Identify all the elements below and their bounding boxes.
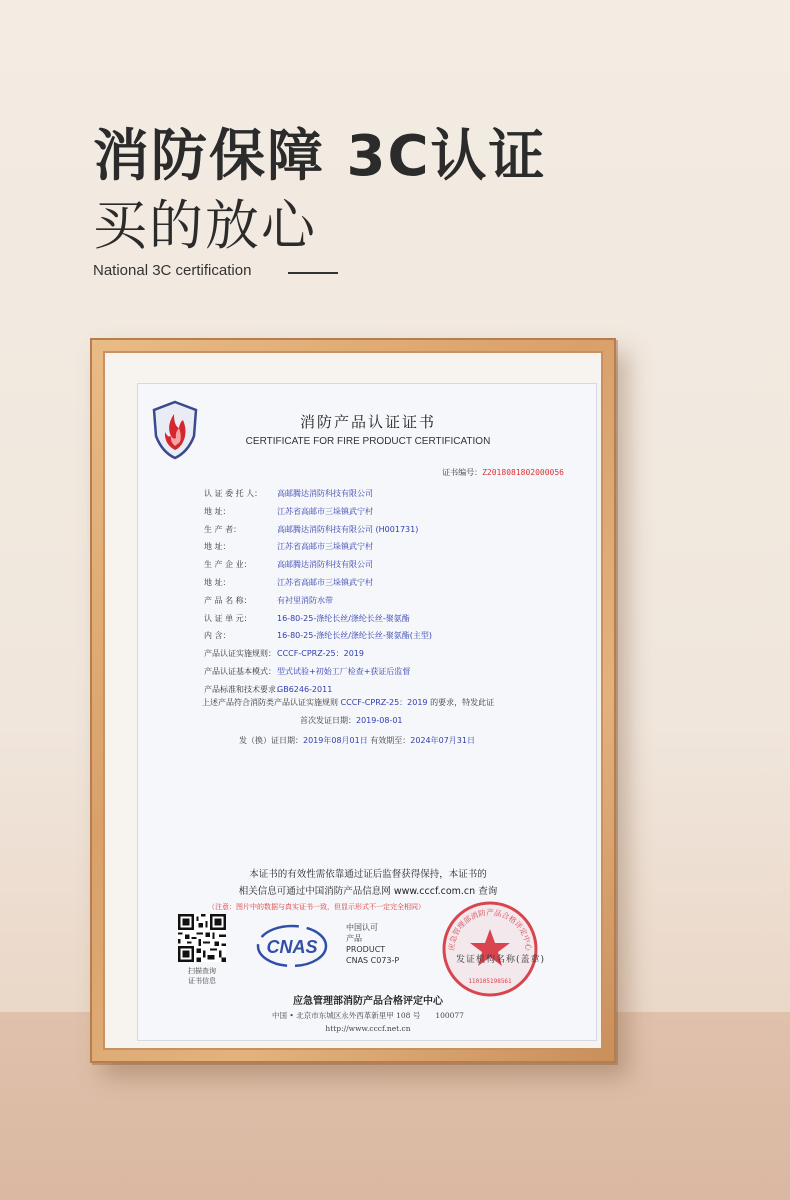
issuer-signature-label: 发证机构名称(盖章) <box>456 955 546 965</box>
issue-date: 2019年08月01日 <box>303 736 368 745</box>
valid-label: 有效期至： <box>370 736 411 745</box>
field-label: 认 证 委 托 人： <box>204 489 263 498</box>
certificate-title: 消防产品认证证书 <box>299 413 436 431</box>
issue-label: 发（换）证日期： <box>239 736 303 745</box>
field-value: 江苏省高邮市三垛镇武宁村 <box>277 542 373 552</box>
footer-organization: 应急管理部消防产品合格评定中心 <box>293 996 443 1007</box>
cnas-accreditation-text <box>346 922 399 966</box>
field-row <box>204 645 574 663</box>
field-label: 地 址： <box>204 506 231 516</box>
cnas-logo-icon <box>254 920 330 972</box>
field-row <box>204 485 574 503</box>
statement-rule: CCCF-CPRZ-25：2019 <box>340 698 428 707</box>
field-label: 产品标准和技术要求： <box>204 684 284 694</box>
decorative-underline <box>288 272 338 274</box>
field-value: CCCF-CPRZ-25：2019 <box>277 649 364 659</box>
footer-url-link[interactable]: http://www.cccf.net.cn <box>325 1024 411 1033</box>
certificate-number-label: 证书编号： <box>442 468 483 477</box>
valid-date: 2024年07月31日 <box>410 736 475 745</box>
footer-address: 中国 • 北京市东城区永外西革新里甲 108 号 100077 <box>272 1011 464 1020</box>
cnas-line: CNAS C073-P <box>346 956 400 965</box>
cnas-line: 产品 <box>346 934 362 943</box>
official-red-seal-icon <box>440 899 540 999</box>
qr-caption-line-1: 扫描查询 <box>188 967 216 975</box>
field-value: 江苏省高邮市三垛镇武宁村 <box>277 577 373 587</box>
field-row <box>204 574 574 592</box>
field-label: 地 址： <box>204 577 231 587</box>
field-label: 产品认证基本模式： <box>204 666 276 676</box>
validity-note-line-2: 相关信息可通过中国消防产品信息网 www.cccf.com.cn 查询 <box>238 886 498 897</box>
seal-code: 110105198561 <box>468 978 512 985</box>
first-issue-label: 首次发证日期： <box>300 716 356 725</box>
hero-subtitle: 买的放心 <box>93 194 317 257</box>
field-row <box>204 592 574 610</box>
first-issue-date-row <box>300 715 403 726</box>
field-row <box>204 538 574 556</box>
frame-mat <box>103 351 603 1050</box>
field-value: 高邮腾达消防科技有限公司 <box>277 489 373 498</box>
field-value: 江苏省高邮市三垛镇武宁村 <box>277 506 373 516</box>
certificate-number <box>442 467 564 478</box>
field-value: 16-80-25-涤纶长丝/涤纶长丝-聚氨酯(主型) <box>277 631 433 641</box>
field-value: 16-80-25-涤纶长丝/涤纶长丝-聚氨酯 <box>277 613 410 623</box>
hero-english-caption: National 3C certification <box>93 262 252 279</box>
field-value: GB6246-2011 <box>277 684 333 694</box>
red-disclaimer: （注意：图片中的数据与真实证书一致，但显示形式不一定完全相同） <box>208 903 425 911</box>
statement-prefix: 上述产品符合消防类产品认证实施规则 <box>202 698 338 707</box>
field-label: 生 产 企 业： <box>204 560 252 570</box>
field-row <box>204 521 574 539</box>
field-row <box>204 663 574 681</box>
field-row <box>204 503 574 521</box>
wooden-picture-frame <box>90 338 616 1063</box>
cnas-line: 中国认可 <box>346 923 378 932</box>
hero-title: 消防保障 3C认证 <box>93 124 547 189</box>
field-label: 地 址： <box>204 542 231 552</box>
certificate-document <box>137 383 597 1041</box>
first-issue-date: 2019-08-01 <box>356 716 403 725</box>
validity-note-line-1: 本证书的有效性需依靠通过证后监督获得保持，本证书的 <box>249 869 487 880</box>
field-value: 高邮腾达消防科技有限公司 (H001731) <box>277 524 419 534</box>
qr-caption <box>174 966 230 986</box>
certificate-number-value: Z2018081802000056 <box>482 468 564 477</box>
certificate-title-english: CERTIFICATE FOR FIRE PRODUCT CERTIFICATION <box>245 436 491 447</box>
qr-caption-line-2: 证书信息 <box>188 977 216 985</box>
field-row <box>204 681 574 699</box>
field-row <box>204 610 574 628</box>
field-label: 认 证 单 元： <box>204 613 252 623</box>
field-value: 有衬里消防水带 <box>277 595 333 605</box>
cnas-logo-text: CNAS <box>266 937 318 957</box>
field-label: 产 品 名 称： <box>204 595 252 605</box>
seal-text: 应急管理部消防产品合格评定中心 <box>446 908 534 952</box>
statement-suffix: 的要求，特发此证 <box>430 698 495 707</box>
field-value: 高邮腾达消防科技有限公司 <box>277 560 373 570</box>
field-label: 内 含： <box>204 631 231 641</box>
field-label: 产品认证实施规则： <box>204 649 276 659</box>
certificate-fields <box>204 485 574 699</box>
qr-code-icon[interactable] <box>178 914 226 962</box>
field-row <box>204 556 574 574</box>
field-value: 型式试验+初始工厂检查+获证后监督 <box>277 666 411 676</box>
certificate-statement <box>202 697 494 708</box>
issue-validity-row <box>239 735 475 746</box>
cnas-line: PRODUCT <box>346 945 386 954</box>
field-row <box>204 627 574 645</box>
field-label: 生 产 者： <box>204 524 242 534</box>
